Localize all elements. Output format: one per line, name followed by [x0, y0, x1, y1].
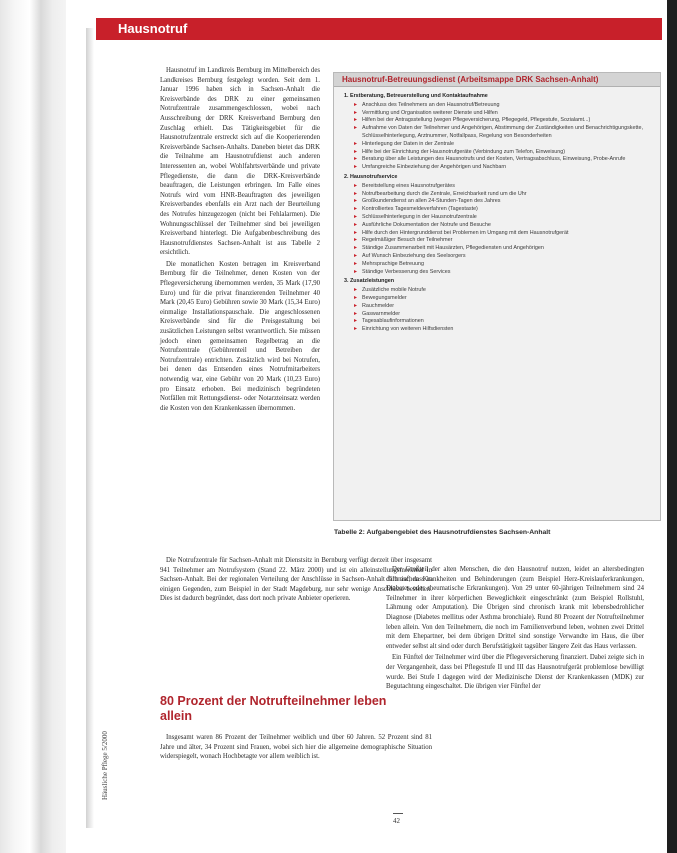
table-list-item: ▸ Ständige Zusammenarbeit mit Hausärzten, Pflegediensten und Angehörigen [340, 245, 654, 253]
table-list-item: ▸ Anschluss des Teilnehmers an den Hausnotruf/Betreuung [340, 102, 654, 110]
table-list-item: ▸ Auf Wunsch Einbeziehung des Seelsorgers [340, 253, 654, 261]
table-list-item: ▸ Umfangreiche Einbeziehung der Angehörigen und Nachbarn [340, 164, 654, 172]
table-section-heading: 3. Zusatzleistungen [344, 278, 395, 285]
table-list-item: ▸ Bewegungsmelder [340, 295, 654, 303]
table-caption: Tabelle 2: Aufgabengebiet des Hausnotrufdienstes Sachsen-Anhalt [334, 529, 551, 536]
table-list-item: ▸ Ausführliche Dokumentation der Notrufe und Besuche [340, 222, 654, 230]
table-list-item: ▸ Mehrsprachige Betreuung [340, 261, 654, 269]
paragraph: Die monatlichen Kosten betragen im Kreisverband Bernburg für die Teilnehmer, denen Kosten von der Pflegeversicherung übernommen werden, 35 Mark (17,90 Euro) und für die privat finanzierenden Teilnehmer 40 Mark (20,45 Euro) Gebühren sowie 30 Mark (15,34 Euro) einmalige Installationspauschale. Die angeschlossenen Kreisverbände sind für die Preisgestaltung bei zusätzlichen Leistungen selbst verantwortlich. Sie müssen jedoch einen gemeinsamen Regelbetrag an die Notrufzentrale (Gebührenteil und Betreiben der Notrufzentrale) entrichten. Zusätzlich wird bei Notrufen, bei denen das Entsenden eines Notrufmitarbeiters notwendig war, eine Gebühr von 20 Mark (10,23 Euro) pro Einsatz erhoben. Bei medizinisch begründeten Notfällen mit Rettungsdienst- oder Notarzteinsatz werden die Kosten von den Krankenkassen übernommen. [160, 260, 320, 412]
table-section-heading: 2. Hausnotrufservice [344, 173, 398, 180]
table-list-item: ▸ Beratung über alle Leistungen des Hausnotrufs und der Kosten, Vertragsabschluss, Einweisung, Probe-Anrufe [340, 156, 654, 164]
text-column-after-heading [160, 733, 432, 764]
table-list-item: ▸ Einrichtung von weiteren Hilfsdiensten [340, 326, 654, 334]
table-list-item: ▸ Kontrolliertes Tagesmeldeverfahren (Tagestaste) [340, 206, 654, 214]
page-number: 42 [393, 817, 400, 825]
gutter-shadow [86, 28, 94, 828]
section-header-bar [96, 18, 662, 40]
table-list-item: ▸ Hinterlegung der Daten in der Zentrale [340, 141, 654, 149]
table-list-item: ▸ Rauchmelder [340, 303, 654, 311]
table-list-item: ▸ Regelmäßiger Besuch der Teilnehmer [340, 237, 654, 245]
table-list-item: ▸ Aufnahme von Daten der Teilnehmer und Angehörigen, Abstimmung der Zuständigkeiten und Benachrichtigungskette, Schlüsselhinterlegung, Arztnummer, Notfallpass, Regelung von Besonderheiten [340, 125, 654, 141]
table-title: Hausnotruf-Betreuungsdienst (Arbeitsmappe DRK Sachsen-Anhalt) [334, 73, 660, 87]
section-title: Hausnotruf [118, 21, 188, 36]
scan-edge [667, 0, 677, 853]
table-body [340, 91, 654, 334]
table-list-item: ▸ Großkundendienst an allen 24-Stunden-Tagen des Jahres [340, 198, 654, 206]
table-list-item: ▸ Notrufbearbeitung durch die Zentrale, Erreichbarkeit rund um die Uhr [340, 191, 654, 199]
table-list-item: ▸ Tagesablaufinformationen [340, 318, 654, 326]
table-list-item: ▸ Bereitstellung eines Hausnotrufgerätes [340, 183, 654, 191]
journal-sidenote: Häusliche Pflege 5/2000 [101, 731, 109, 800]
page-number-rule [393, 813, 403, 814]
info-table [333, 72, 661, 521]
table-list-item: ▸ Gaswarnmelder [340, 311, 654, 319]
table-list-item: ▸ Hilfen bei der Antragsstellung (wegen Pflegeversicherung, Pflegegeld, Pflegestufe, Sozialamt...) [340, 117, 654, 125]
table-list-item: ▸ Hilfe durch den Hintergrunddienst bei Problemen im Umgang mit dem Hausnotrufgerät [340, 230, 654, 238]
table-list-item: ▸ Ständige Verbesserung des Services [340, 269, 654, 277]
table-list-item: ▸ Schlüsselhinterlegung in der Hausnotrufzentrale [340, 214, 654, 222]
text-column-right [386, 565, 644, 694]
table-list-item: ▸ Hilfe bei der Einrichtung der Hausnotrufgeräte (Verbindung zum Telefon, Einweisung) [340, 149, 654, 157]
book-spine [0, 0, 66, 853]
table-list-item: ▸ Zusätzliche mobile Notrufe [340, 287, 654, 295]
subheading: 80 Prozent der Notrufteilnehmer leben allein [160, 694, 387, 723]
table-list-item: ▸ Vermittlung und Organisation weiterer Dienste und Hilfen [340, 110, 654, 118]
paragraph: Der Großteil der alten Menschen, die den Hausnotruf nutzen, leidet an altersbedingten chronischen Krankheiten und Behinderungen (zum Beispiel Herz-Kreislauferkrankungen, Diabetes oder rheumatische Erkrankungen). Von 29 unter 60-jährigen Teilnehmern sind 24 Teilnehmer in ihrer körperlichen Beweglichkeit eingeschränkt (zum Beispiel Rollstuhl, Lähmung oder Amputation). Die Übrigen sind chronisch krank mit lebensbedrohlicher Diagnose (Diabetes mellitus oder Asthma bronchiale). Rund 80 Prozent der Notrufteilnehmer leben allein. Von den Teilnehmern, die noch im Familienverbund leben, wohnen zwei Drittel mit dem Ehepartner, bei dem übrigen Drittel sind sonstige Verwandte im Haus, die über entweder selbst alt sind oder durch Berufstätigkeit tagsüber längere Zeit das Haus verlassen. [386, 566, 644, 650]
table-section-heading: 1. Erstberatung, Betreuerstellung und Kontaktaufnahme [344, 93, 488, 99]
paragraph: Insgesamt waren 86 Prozent der Teilnehmer weiblich und über 60 Jahren. 52 Prozent sind 81 Jahre und älter, 34 Prozent sind Frauen, wobei sich hier die allgemeine demographische Situation widerspiegelt, wonach Hochbetagte vor allem weiblich ist. [160, 734, 432, 761]
text-column-left [160, 66, 320, 415]
paragraph: Ein Fünftel der Teilnehmer wird über die Pflegeversicherung finanziert. Dabei zeigte sich in der Vergangenheit, dass bei Pflegestufe II und III das Hausnotrufgerät problemlose bewilligt wurde. Bei Stufe I dagegen wird der Medizinische Dienst der Krankenkassen (MDK) zur Begutachtung eingeschaltet. Die übrigen vier Fünftel der [386, 654, 644, 691]
paragraph: Die Notrufzentrale für Sachsen-Anhalt mit Dienstsitz in Bernburg verfügt derzeit über insgesamt 941 Teilnehmer am Notrufsystem (Stand 22. März 2000) und ist ein alleinstellungsmerkmal in Sachsen-Anhalt. Bei der regionalen Verteilung der Anschlüsse in Sachsen-Anhalt fällt auf, dass in einigen Gegenden, zum Beispiel in der Stadt Magdeburg, nur sehr wenige Anschlüsse bestehen. Dies ist dadurch begründet, dass dort noch private Anbieter operieren. [160, 557, 432, 603]
paragraph: Hausnotruf im Landkreis Bernburg im Mittelbereich des Landkreises Bernburg festgelegt worden. Seit dem 1. Januar 1996 haben sich in Sachsen-Anhalt die Kreisverbände des DRK zu einer gemeinsamen Notrufzentrale zusammengeschlossen, wobei nach Ausschreibung der DRK Kreisverband Bernburg den Zuschlag erhielt. Das Tätigkeitsgebiet für die Hausnotrufzentrale erstreckt sich auf die Kooperierenden Kreisverbände Sachsen-Anhalts. Daneben bietet das DRK die Teilnahme am Hausnotrufdienst auch anderen Interessenten an, wobei Wohlfahrtsverbände und private Pflegedienste, die dann die DRK-Kreisverbände beauftragen, die Leistungen erbringen. Im Falle eines Notrufs wird vom HNR-Beauftragten des jeweiligen Kreisverbandes ebenfalls ein Arzt nach der Beurteilung des Notrufes hinzugezogen (nicht bei Fehlalarmen). Die Wohnungsschlüssel der Teilnehmer sind bei jeweiligen Kreisverband hinterlegt. Die Aufgabenbeschreibung des Hausnotrufdienstes Sachsen-Anhalt ist aus Tabelle 2 ersichtlich. [160, 67, 320, 257]
